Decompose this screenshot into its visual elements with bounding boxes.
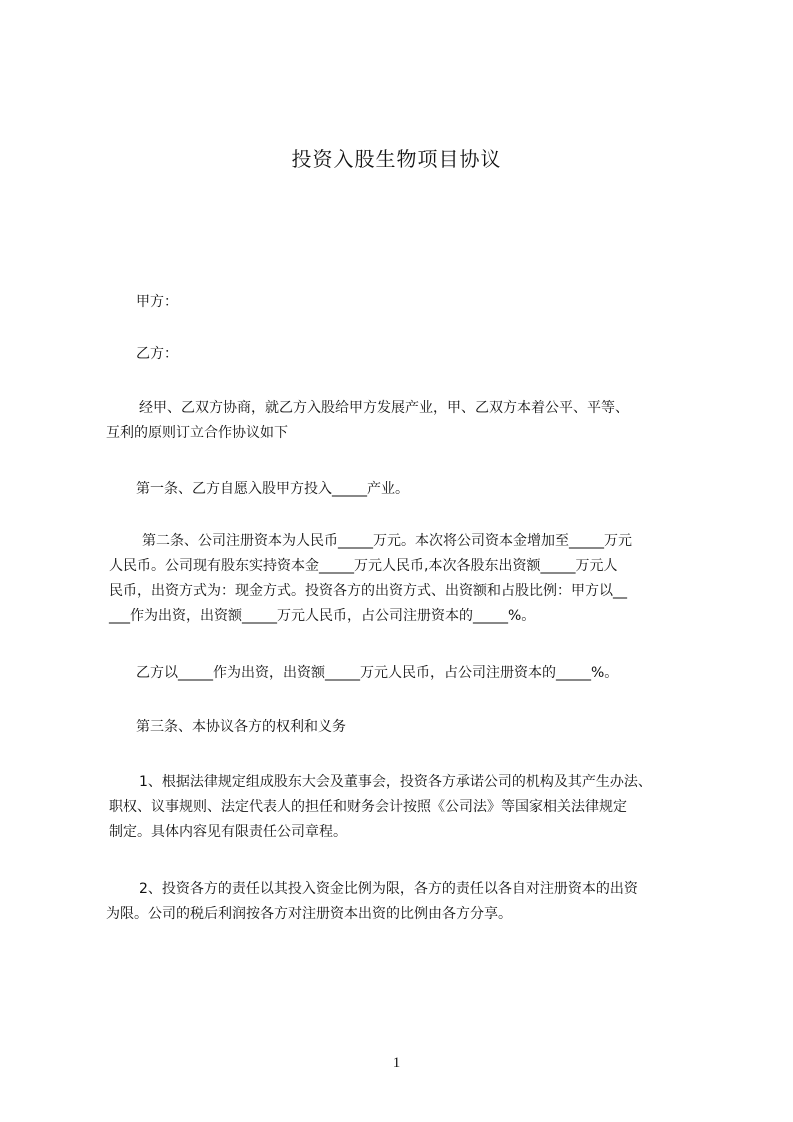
party-b-contribution-paragraph — [136, 661, 736, 686]
clause-1-line-1: 1、根据法律规定组成股东大会及董事会，投资各方承诺公司的机构及其产生办法、 — [139, 774, 652, 790]
article-3-text: 第三条、本协议各方的权利和义务 — [136, 719, 346, 735]
article-3-paragraph — [136, 715, 736, 740]
article-2-paragraph — [106, 529, 706, 629]
party-b-label — [136, 342, 736, 367]
intro-paragraph — [106, 396, 706, 446]
clause-2-paragraph — [106, 877, 706, 927]
article-1-text: 第一条、乙方自愿入股甲方投入_____产业。 — [136, 481, 409, 497]
intro-line-1: 经甲、乙双方协商，就乙方入股给甲方发展产业，甲、乙双方本着公平、平等、 — [139, 400, 629, 416]
article-2-line-3: 民币，出资方式为：现金方式。投资各方的出资方式、出资额和占股比例：甲方以__ — [109, 583, 627, 599]
clause-2-line-1: 2、投资各方的责任以其投入资金比例为限，各方的责任以各自对注册资本的出资 — [139, 881, 638, 897]
party-b-contribution-text: 乙方以_____作为出资，出资额_____万元人民币，占公司注册资本的_____%。 — [136, 665, 619, 681]
article-2-line-4: ___作为出资，出资额_____万元人民币，占公司注册资本的_____%。 — [109, 608, 536, 624]
article-2-line-2: 人民币。公司现有股东实持资本金_____万元人民币,本次各股东出资额_____万元人 — [109, 558, 618, 574]
party-a-label — [136, 290, 736, 315]
clause-1-line-2: 职权、议事规则、法定代表人的担任和财务会计按照《公司法》等国家相关法律规定 — [109, 799, 627, 815]
intro-line-2: 互利的原则订立合作协议如下 — [106, 425, 288, 441]
document-title: 投资入股生物项目协议 — [291, 147, 502, 171]
clause-1-line-3: 制定。具体内容见有限责任公司章程。 — [109, 824, 347, 840]
clause-1-paragraph — [106, 770, 706, 845]
party-a-text: 甲方： — [136, 294, 178, 310]
article-1-paragraph — [136, 477, 736, 502]
clause-2-line-2: 为限。公司的税后利润按各方对注册资本出资的比例由各方分享。 — [106, 906, 512, 922]
party-b-text: 乙方： — [136, 346, 178, 362]
article-2-line-1: 第二条、公司注册资本为人民币_____万元。本次将公司资本金增加至_____万元 — [142, 533, 632, 549]
page-number: 1 — [392, 1055, 401, 1071]
